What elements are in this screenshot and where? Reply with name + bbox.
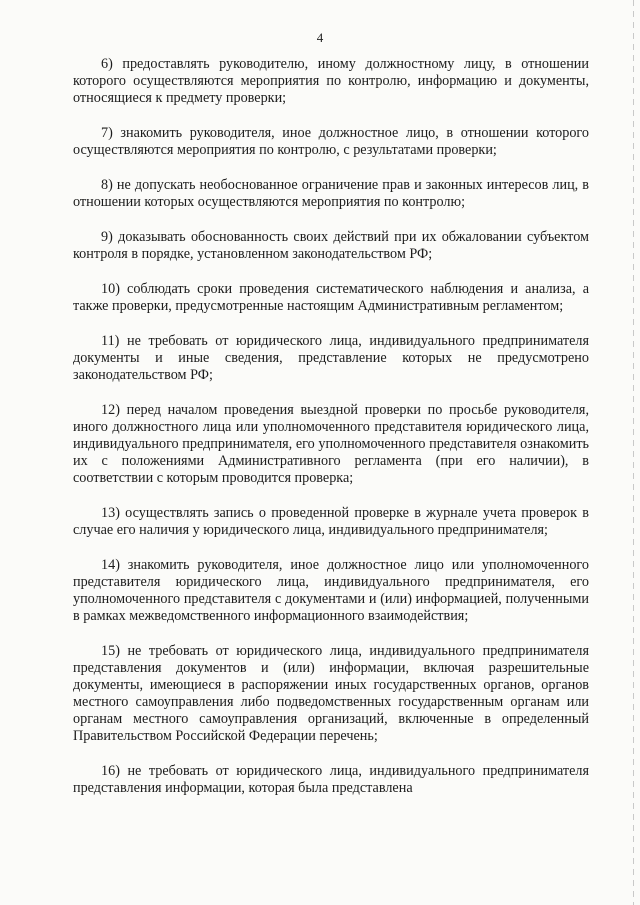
paragraph-item-6: 6) предоставлять руководителю, иному должностному лицу, в отношении которого осуществляются мероприятия по контролю, информацию и документы, относящиеся к предмету проверки; bbox=[73, 56, 589, 106]
paragraph-item-14: 14) знакомить руководителя, иное должностное лицо или уполномоченного представителя юридического лица, индивидуального предпринимателя, его уполномоченного представителя с документами и (или) информацией, полученными в рамках межведомственного информационного взаимодействия; bbox=[73, 557, 589, 624]
paragraph-item-16: 16) не требовать от юридического лица, индивидуального предпринимателя представления информации, которая была представлена bbox=[73, 763, 589, 796]
paragraph-item-9: 9) доказывать обоснованность своих действий при их обжаловании субъектом контроля в порядке, установленном законодательством РФ; bbox=[73, 229, 589, 262]
paragraph-item-7: 7) знакомить руководителя, иное должностное лицо, в отношении которого осуществляются мероприятия по контролю, с результатами проверки; bbox=[73, 125, 589, 158]
paragraph-item-12: 12) перед началом проведения выездной проверки по просьбе руководителя, иного должностного лица или уполномоченного представителя юридического лица, индивидуального предпринимателя, его уполномоченного представителя ознакомить их с положениями Административного регламента (при его наличии), в соответствии с которым проводится проверка; bbox=[73, 402, 589, 486]
paragraph-item-8: 8) не допускать необоснованное ограничение прав и законных интересов лиц, в отношении которых осуществляются мероприятия по контролю; bbox=[73, 177, 589, 210]
paragraph-item-13: 13) осуществлять запись о проведенной проверке в журнале учета проверок в случае его наличия у юридического лица, индивидуального предпринимателя; bbox=[73, 505, 589, 538]
paragraph-item-11: 11) не требовать от юридического лица, индивидуального предпринимателя документы и иные сведения, представление которых не предусмотрено законодательством РФ; bbox=[73, 333, 589, 383]
page-number: 4 bbox=[316, 30, 324, 45]
scan-edge-right bbox=[633, 0, 634, 905]
document-body bbox=[73, 56, 589, 815]
paragraph-item-10: 10) соблюдать сроки проведения систематического наблюдения и анализа, а также проверки, предусмотренные настоящим Административным регламентом; bbox=[73, 281, 589, 314]
paragraph-item-15: 15) не требовать от юридического лица, индивидуального предпринимателя представления документов и (или) информации, включая разрешительные документы, имеющиеся в распоряжении иных государственных органов, органов местного самоуправления либо подведомственных государственным органам или органам местного самоуправления организаций, включенные в определенный Правительством Российской Федерации перечень; bbox=[73, 643, 589, 744]
